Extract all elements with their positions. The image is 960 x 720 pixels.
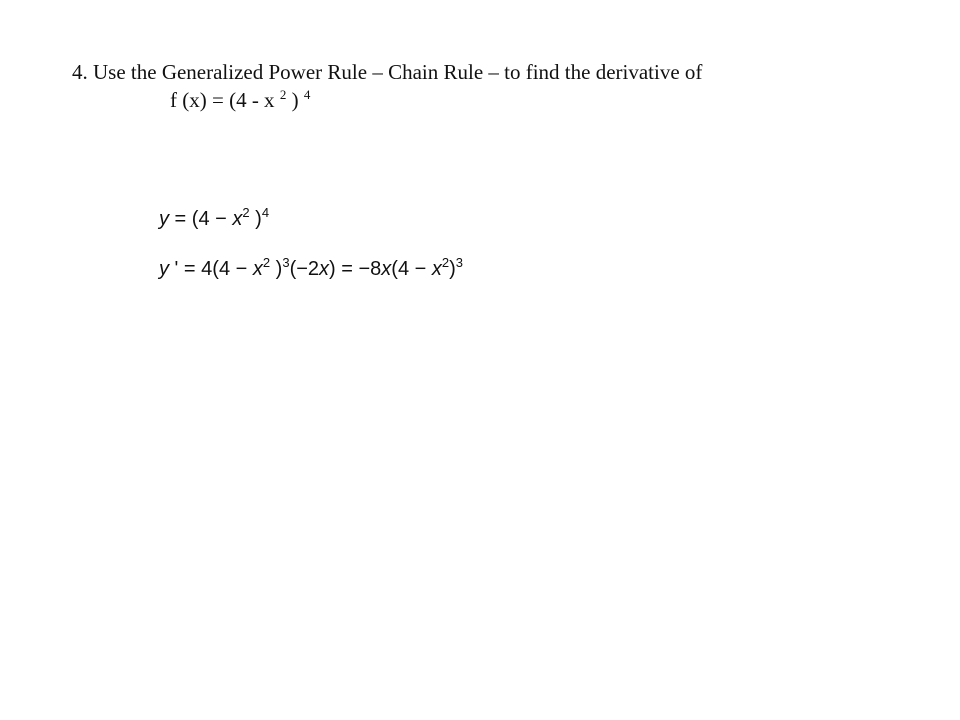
function-middle: ) xyxy=(286,88,304,112)
paren-open: (4 − xyxy=(391,258,432,280)
close-paren: ) xyxy=(449,258,456,280)
x-exponent: 2 xyxy=(262,255,271,270)
x-variable: x xyxy=(381,258,392,280)
equation-text: = (4 − xyxy=(169,208,233,230)
problem-line-1: 4. Use the Generalized Power Rule – Chain Rule – to find the derivative of xyxy=(72,60,703,84)
x-variable: x xyxy=(252,258,263,280)
problem-statement xyxy=(72,58,702,114)
outer-exponent: 4 xyxy=(261,205,270,220)
y-variable: y xyxy=(159,258,169,280)
y-variable: y xyxy=(159,208,169,230)
x-variable: x xyxy=(431,258,442,280)
simplified-equals: ) = −8 xyxy=(329,258,382,280)
outer-exponent: 4 xyxy=(303,87,311,102)
inner-derivative-open: (−2 xyxy=(289,258,320,280)
x-exponent: 2 xyxy=(441,255,450,270)
solution-line-1 xyxy=(159,206,269,232)
x-variable: x xyxy=(319,258,330,280)
close-paren: ) xyxy=(249,208,262,230)
power-three: 3 xyxy=(455,255,464,270)
problem-function xyxy=(72,86,702,114)
close-paren: ) xyxy=(270,258,283,280)
power-three: 3 xyxy=(282,255,290,270)
inner-exponent: 2 xyxy=(279,87,287,102)
function-prefix: f (x) = (4 - x xyxy=(170,88,280,112)
derivative-text: ' = 4(4 − xyxy=(169,258,253,280)
solution-line-2 xyxy=(159,256,463,282)
x-exponent: 2 xyxy=(242,205,250,220)
x-variable: x xyxy=(232,208,243,230)
